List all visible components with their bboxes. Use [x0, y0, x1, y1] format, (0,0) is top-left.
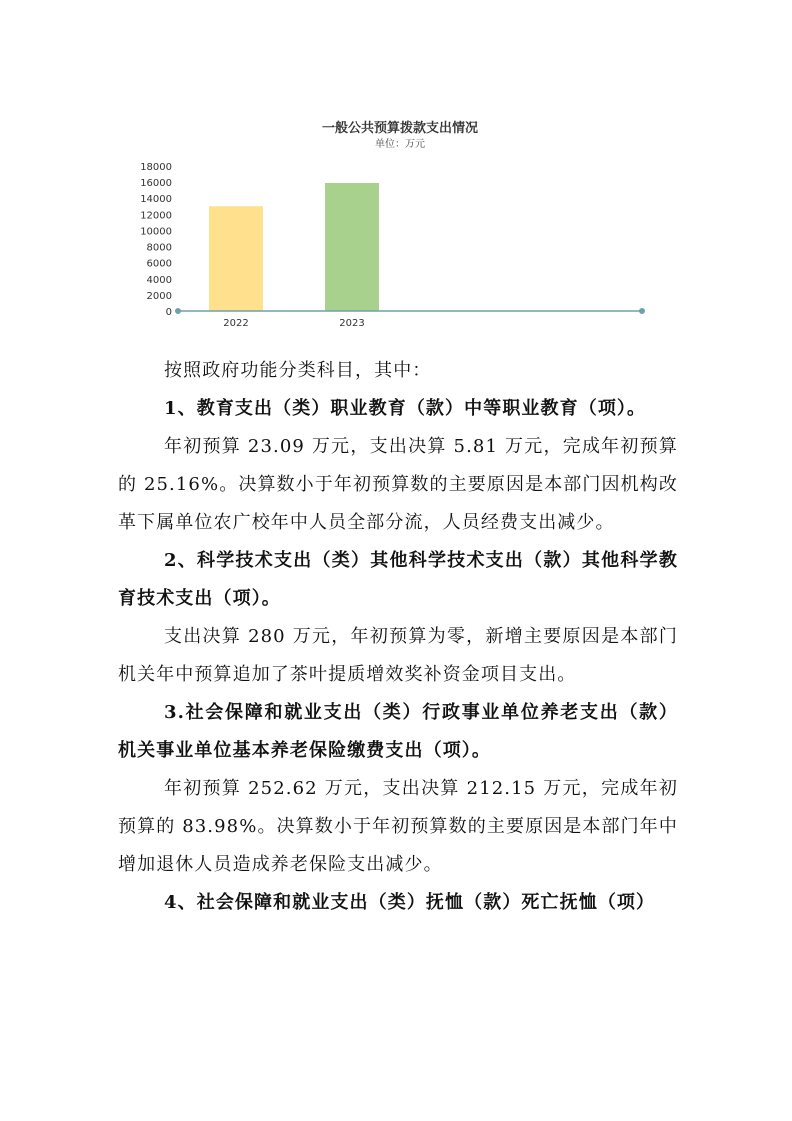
y-tick-label: 8000: [146, 242, 172, 254]
bar-2023: [325, 183, 379, 311]
x-tick-label: 2023: [339, 318, 365, 329]
chart-subtitle: 单位：万元: [375, 139, 425, 150]
item1-heading: 1、教育支出（类）职业教育（款）中等职业教育（项）。: [164, 398, 647, 419]
bar-2022: [209, 206, 263, 311]
y-tick-label: 6000: [146, 258, 172, 270]
budget-chart: [120, 112, 680, 332]
chart-title: 一般公共预算拨款支出情况: [321, 121, 478, 136]
item1-paragraph: 年初预算 23.09 万元，支出决算 5.81 万元，完成年初预算的 25.16%。决算数小于年初预算数的主要原因是本部门因机构改革下属单位农广校年中人员全部分流，人员经费支出减少。: [118, 436, 678, 533]
y-tick-label: 16000: [140, 178, 172, 190]
intro-paragraph: 按照政府功能分类科目，其中：: [164, 360, 432, 381]
item2-heading: 2、科学技术支出（类）其他科学技术支出（款）其他科学教育技术支出（项）。: [118, 550, 678, 609]
item2-paragraph: 支出决算 280 万元，年初预算为零，新增主要原因是本部门机关年中预算追加了茶叶提质增效奖补资金项目支出。: [118, 626, 678, 685]
y-tick-label: 14000: [140, 194, 172, 206]
y-tick-label: 10000: [140, 226, 172, 238]
x-axis-end-dot: [639, 308, 645, 314]
y-tick-label: 0: [165, 307, 172, 318]
chart-svg: [120, 112, 680, 332]
item4-heading: 4、社会保障和就业支出（类）抚恤（款）死亡抚恤（项）: [164, 892, 656, 913]
item3-paragraph: 年初预算 252.62 万元，支出决算 212.15 万元，完成年初预算的 83.98%。决算数小于年初预算数的主要原因是本部门年中增加退休人员造成养老保险支出减少。: [118, 778, 678, 875]
y-tick-label: 4000: [146, 274, 172, 286]
y-tick-label: 18000: [140, 162, 172, 173]
document-body: [118, 352, 678, 922]
y-tick-label: 2000: [146, 290, 172, 302]
x-axis-start-dot: [175, 308, 181, 314]
item3-heading: 3.社会保障和就业支出（类）行政事业单位养老支出（款）机关事业单位基本养老保险缴费支出（项）。: [118, 702, 678, 761]
y-tick-label: 12000: [140, 210, 172, 222]
x-tick-label: 2022: [223, 318, 249, 329]
